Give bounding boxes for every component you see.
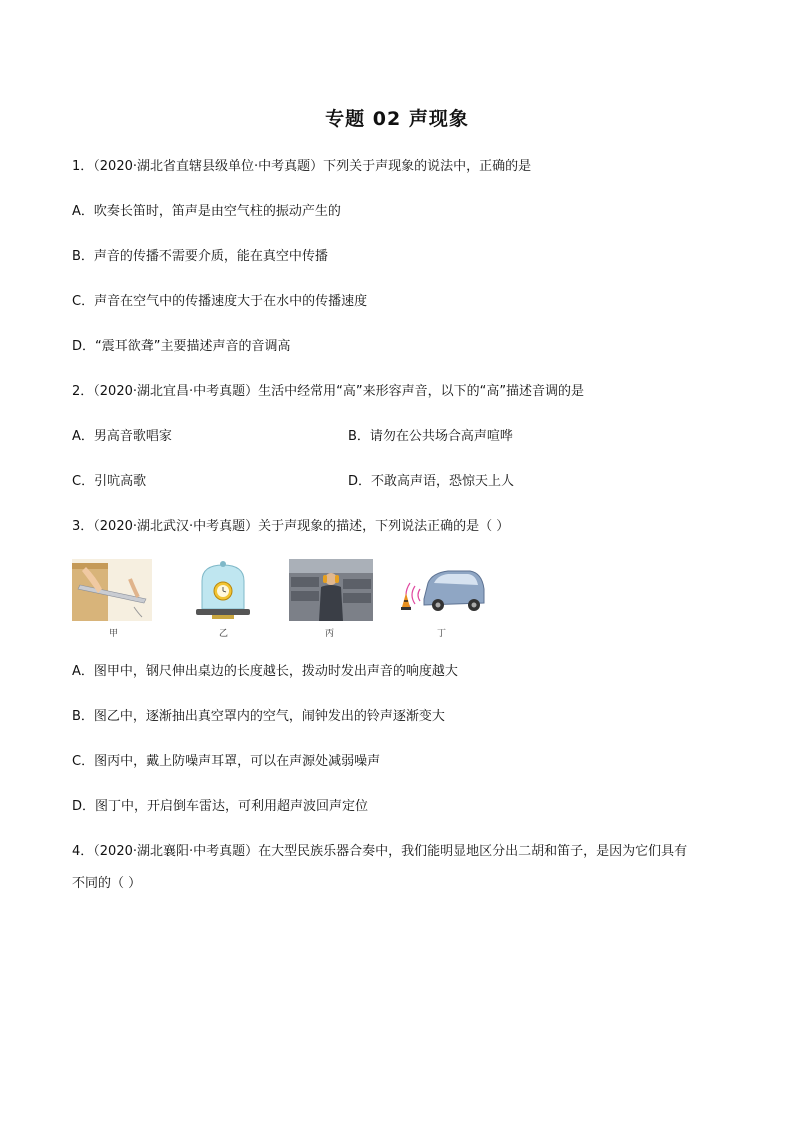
q2-option-d: D．不敢高声语，恐惊天上人 — [348, 474, 515, 489]
figure-jia-ruler-image — [72, 559, 152, 621]
q1-option-c: C．声音在空气中的传播速度大于在水中的传播速度 — [72, 294, 368, 309]
q1-stem: 1．（2020·湖北省直辖县级单位·中考真题）下列关于声现象的说法中，正确的是 — [72, 159, 532, 174]
figure-jia-caption: 甲 — [109, 629, 119, 639]
q2-option-a: A．男高音歌唱家 — [72, 429, 172, 444]
q1-option-d: D．“震耳欲聋”主要描述声音的音调高 — [72, 339, 291, 354]
q4-stem-line-2: 不同的（ ） — [72, 876, 142, 891]
q2-option-c: C．引吭高歌 — [72, 474, 147, 489]
page-title: 专题 02 声现象 — [325, 108, 469, 130]
q4-stem-line-1: 4．（2020·湖北襄阳·中考真题）在大型民族乐器合奏中，我们能明显地区分出二胡和笛子，是因为它们具有 — [72, 844, 688, 859]
figure-yi-bell-jar-image — [192, 559, 254, 621]
q3-option-c: C．图丙中，戴上防噪声耳罩，可以在声源处减弱噪声 — [72, 754, 381, 769]
q1-option-a: A．吹奏长笛时，笛声是由空气柱的振动产生的 — [72, 204, 341, 219]
q3-option-a: A．图甲中，钢尺伸出桌边的长度越长，拨动时发出声音的响度越大 — [72, 664, 458, 679]
figure-ding-reversing-car-image — [398, 559, 486, 621]
figure-ding-caption: 丁 — [437, 629, 447, 639]
q1-option-b: B．声音的传播不需要介质，能在真空中传播 — [72, 249, 328, 264]
q3-option-d: D．图丁中，开启倒车雷达，可利用超声波回声定位 — [72, 799, 369, 814]
q2-stem: 2．（2020·湖北宜昌·中考真题）生活中经常用“高”来形容声音，以下的“高”描述音调的是 — [72, 384, 585, 399]
figure-bing-caption: 丙 — [325, 629, 335, 639]
q3-option-b: B．图乙中，逐渐抽出真空罩内的空气，闹钟发出的铃声逐渐变大 — [72, 709, 445, 724]
q2-option-b: B．请勿在公共场合高声喧哗 — [348, 429, 513, 444]
figure-yi-caption: 乙 — [219, 629, 229, 639]
figure-bing-factory-image — [289, 559, 373, 621]
q3-stem: 3．（2020·湖北武汉·中考真题）关于声现象的描述，下列说法正确的是（ ） — [72, 519, 510, 534]
